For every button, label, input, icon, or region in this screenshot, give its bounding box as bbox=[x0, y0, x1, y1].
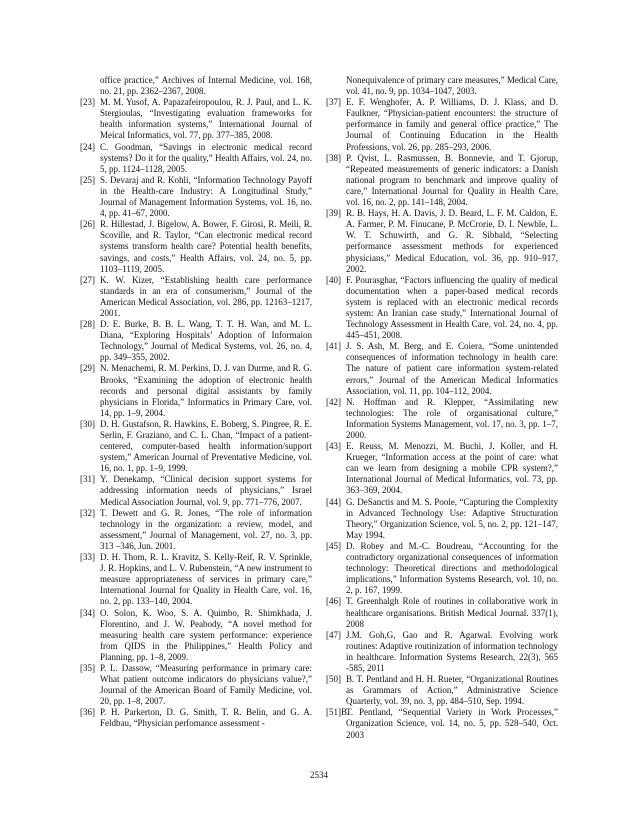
reference-number: [41] bbox=[326, 341, 341, 352]
reference-number: [46] bbox=[326, 596, 341, 607]
reference-text: B. T. Pentland and H. H. Rueter, “Organizational Routines as Grammars of Action,” Administrative Science Quarterly, vol. 39, no. 3, pp. 484–510, Sep. 1994. bbox=[346, 674, 558, 707]
reference-number: [29] bbox=[80, 363, 95, 374]
reference-text: Y. Denekamp, “Clinical decision support systems for addressing information needs of physicians,” Israel Medical Association Journal, vol. 9, pp. 771–776, 2007. bbox=[100, 474, 312, 507]
reference-entry bbox=[326, 153, 558, 208]
reference-entry bbox=[80, 175, 312, 219]
reference-entry bbox=[80, 363, 312, 418]
reference-text: E. F. Wenghofer, A. P. Williams, D. J. Klass, and D. Faulkner, “Physician-patient encounters: the structure of performance in family and general office practice,” The Journal of Continuing Education in the Health Professions, vol. 26, pp. 285–293, 2006. bbox=[346, 97, 558, 152]
reference-text: N. Hoffman and R. Klepper, “Assimilating new technologies: The role of organisational culture,” Information Systems Management, vol. 17, no. 3, pp. 1–7, 2000. bbox=[346, 396, 558, 440]
reference-number: [38] bbox=[326, 152, 341, 163]
reference-entry bbox=[80, 663, 312, 707]
reference-entry bbox=[326, 97, 558, 152]
reference-list-left bbox=[80, 97, 312, 729]
reference-text: M. M. Yusof, A. Papazafeiropoulou, R. J. Paul, and L. K. Stergioulas, “Investigating evaluation frameworks for health information systems,” International Journal of Meical Informatics, vol. 77, pp. 377–385, 2008. bbox=[100, 97, 312, 141]
reference-number: [37] bbox=[326, 97, 341, 108]
reference-number: [33] bbox=[80, 552, 95, 563]
reference-number: [26] bbox=[80, 219, 95, 230]
reference-entry bbox=[326, 674, 558, 707]
reference-number: [28] bbox=[80, 319, 95, 330]
page-number: 2534 bbox=[310, 770, 328, 780]
reference-entry bbox=[80, 552, 312, 607]
reference-number: [42] bbox=[326, 396, 341, 407]
reference-text: J. S. Ash, M. Berg, and E. Coiera, “Some unintended consequences of information technology in health care: The nature of patient care information system-related errors,” Journal of the American Medical Informatics Association, vol. 11, pp. 104–112, 2004. bbox=[346, 341, 558, 396]
reference-entry bbox=[326, 275, 558, 342]
reference-entry bbox=[326, 630, 558, 674]
reference-text: K. W. Kizer, “Establishing health care performance standards in an era of consumerism,” Journal of the American Medical Association, vol. 286, pp. 12163–1217, 2001. bbox=[100, 274, 312, 318]
reference-entry bbox=[80, 275, 312, 319]
reference-text: P. Qvist, L. Rasmussen, B. Bonnevie, and T. Gjorup, “Repeated measurements of generic indicators: a Danish national program to benchmark and improve quality of care,” International Journal for Quality in Health Care, vol. 16, no. 2, pp. 141–148, 2004. bbox=[346, 152, 558, 208]
reference-number: [25] bbox=[80, 174, 95, 185]
reference-entry bbox=[80, 707, 312, 729]
reference-text: R. B. Hays, H. A. Davis, J. D. Beard, L. F. M. Caldon, E. A. Farmer, P. M. Finucane, P. McCrorie, D. I. Newble, L. W. T. Schuwirth, and G. R. Sibbald, “Selecting performance assessment methods for experienced physicians,” Medical Education, vol. 36, pp. 910–917, 2002. bbox=[346, 208, 558, 274]
reference-entry bbox=[80, 219, 312, 274]
reference-entry bbox=[80, 419, 312, 474]
reference-entry bbox=[326, 208, 558, 275]
right-column bbox=[326, 75, 558, 741]
reference-number: [35] bbox=[80, 662, 95, 673]
reference-entry bbox=[80, 319, 312, 363]
reference-text: P. L. Dassow, “Measuring performance in primary care: What patient outcome indicators do physicians value?,” Journal of the American Board of Family Medicine, vol. 20, pp. 1–8, 2007. bbox=[100, 662, 312, 707]
reference-number: [44] bbox=[326, 496, 341, 507]
reference-text: D. H. Gustafson, R. Hawkins, E. Boberg, S. Pingree, R. E. Serlin, F. Graziano, and C. L. Chan, “Impact of a patient-centered, computer-based health information/support system,” American Journal of Preventative Medicine, vol. 16, no. 1, pp. 1–9, 1999. bbox=[100, 418, 312, 474]
reference-number: [32] bbox=[80, 507, 95, 518]
reference-entry bbox=[326, 497, 558, 541]
reference-number: [45] bbox=[326, 540, 341, 551]
reference-text: D. H. Thom, R. L. Kravitz, S. Kelly-Reif, R. V. Sprinkle, J. R. Hopkins, and L. V. Rubenstein, “A new instrument to measure appropriateness of services in primary care,” International Journal for Quality in Health Care, vol. 16, no. 2, pp. 133–140, 2004. bbox=[100, 552, 312, 607]
reference-entry bbox=[326, 397, 558, 441]
reference-text: S. Devaraj and R. Kohli, “Information Technology Payoff in the Health-care Industry: A Longitudinal Study,” Journal of Management Information Systems, vol. 16, no. 4, pp. 41–67, 2000. bbox=[100, 174, 312, 219]
reference-number: [24] bbox=[80, 141, 95, 152]
reference-text: T. Greenhalgh Role of routines in collaborative work in healthcare organisations. British Medical Journal. 337(1), 2008 bbox=[346, 596, 558, 629]
reference-entry bbox=[326, 541, 558, 596]
reference-entry bbox=[326, 441, 558, 496]
reference-number: [50] bbox=[326, 674, 341, 685]
reference-continuation: Nonequivalence of primary care measures,” Medical Care, vol. 41, no. 9, pp. 1034–1047, 2003. bbox=[346, 75, 558, 97]
reference-entry bbox=[326, 707, 558, 740]
reference-number: [47] bbox=[326, 629, 341, 640]
reference-number: [30] bbox=[80, 418, 95, 429]
reference-text: D. E. Burke, B. B. L. Wang, T. T. H. Wan, and M. L. Diana, “Exploring Hospitals’ Adoption of Informaion Technology,” Journal of Medical Systems, vol. 26, no. 4, pp. 349–355, 2002. bbox=[100, 319, 312, 363]
reference-entry bbox=[80, 608, 312, 663]
reference-entry bbox=[80, 508, 312, 552]
reference-number: [34] bbox=[80, 607, 95, 618]
reference-text: N. Menachemi, R. M. Perkins, D. J. van Durme, and R. G. Brooks, “Examining the adoption of electronic health records and personal digital assistants by family physicians in Florida,” Informatics in Primary Care, vol. 14, pp. 1–9, 2004. bbox=[100, 363, 312, 418]
reference-number: [36] bbox=[80, 707, 95, 718]
reference-text: F. Pourasghar, “Factors influencing the quality of medical documentation when a paper-based medical records system is replaced with an electronic medical records system: An Iranian case study,” International Journal of Technology Assessment in Health Care, vol. 24, no. 4, pp. 445–451, 2008. bbox=[346, 274, 558, 341]
reference-entry bbox=[80, 474, 312, 507]
reference-text: C. Goodman, “Savings in electronic medical record systems? Do it for the quality,” Health Affairs, vol. 24, no. 5, pp. 1124–1128, 2005. bbox=[100, 141, 312, 174]
reference-text: E. Reuss, M. Menozzi, M. Buchi, J. Koller, and H. Krueger, “Information access at the point of care: what can we learn from designing a mobile CPR system?,” International Journal of Medical Informatics, vol. 73, pp. 363–369, 2004. bbox=[346, 441, 558, 496]
reference-entry bbox=[326, 341, 558, 396]
reference-text: O. Solon, K. Woo, S. A. Quimbo, R. Shimkhada, J. Florentino, and J. W. Peabody, “A novel method for measuring health care system performance: experience from QIDS in the Philippines,” Health Policy and Planning, pp. 1–8, 2009. bbox=[100, 607, 312, 662]
reference-text: R. Hillestad, J. Bigelow, A. Bower, F. Girosi, R. Meili, R. Scoville, and R. Taylor, “Can electronic medical record systems transform health care? Potential health benefits, savings, and costs,” Health Affairs, vol. 24, no. 5, pp. 1103–1119, 2005. bbox=[100, 219, 312, 274]
reference-number: [40] bbox=[326, 274, 341, 285]
reference-number: [27] bbox=[80, 274, 95, 285]
reference-text: P. H. Parkerton, D. G. Smith, T. R. Belin, and G. A. Feldbau, “Physician perfomance assessment - bbox=[100, 707, 312, 729]
reference-number: [51]B. bbox=[326, 707, 350, 718]
reference-entry bbox=[80, 97, 312, 141]
reference-list-right bbox=[326, 97, 558, 740]
reference-text: T. Pentland, “Sequential Variety in Work Processes,” Organization Science, vol. 14, no. 5, pp. 528–540, Oct. 2003 bbox=[346, 707, 558, 740]
left-column bbox=[80, 75, 312, 730]
reference-entry bbox=[326, 596, 558, 629]
reference-number: [23] bbox=[80, 97, 95, 108]
reference-text: D. Robey and M.-C. Boudreau, “Accounting for the contradictory organizational consequences of information technology: Theoretical directions and methodological implications,” Information Systems Research, vol. 10, no. 2, p. 167, 1999. bbox=[346, 540, 558, 596]
reference-continuation: office practice,” Archives of Internal Medicine, vol. 168, no. 21, pp. 2362–2367, 2008. bbox=[100, 75, 312, 97]
reference-text: J.M. Goh,G, Gao and R. Agarwal. Evolving work routines: Adaptive routinization of information technology in healthcare. Information Systems Research, 22(3), 565 -585, 2011 bbox=[346, 629, 558, 673]
reference-entry bbox=[80, 142, 312, 175]
reference-text: T. Dewett and G. R. Jones, “The role of information technology in the organization: a review, model, and assessment,” Journal of Management, vol. 27, no. 3, pp. 313 –346, Jun. 2001. bbox=[100, 507, 312, 551]
reference-number: [43] bbox=[326, 441, 341, 452]
reference-number: [31] bbox=[80, 474, 95, 485]
reference-text: G. DeSanctis and M. S. Poole, “Capturing the Complexity in Advanced Technology Use: Adaptive Structuration Theory,” Organization Science, vol. 5, no. 2, pp. 121–147, May 1994. bbox=[346, 496, 558, 540]
reference-number: [39] bbox=[326, 208, 341, 219]
